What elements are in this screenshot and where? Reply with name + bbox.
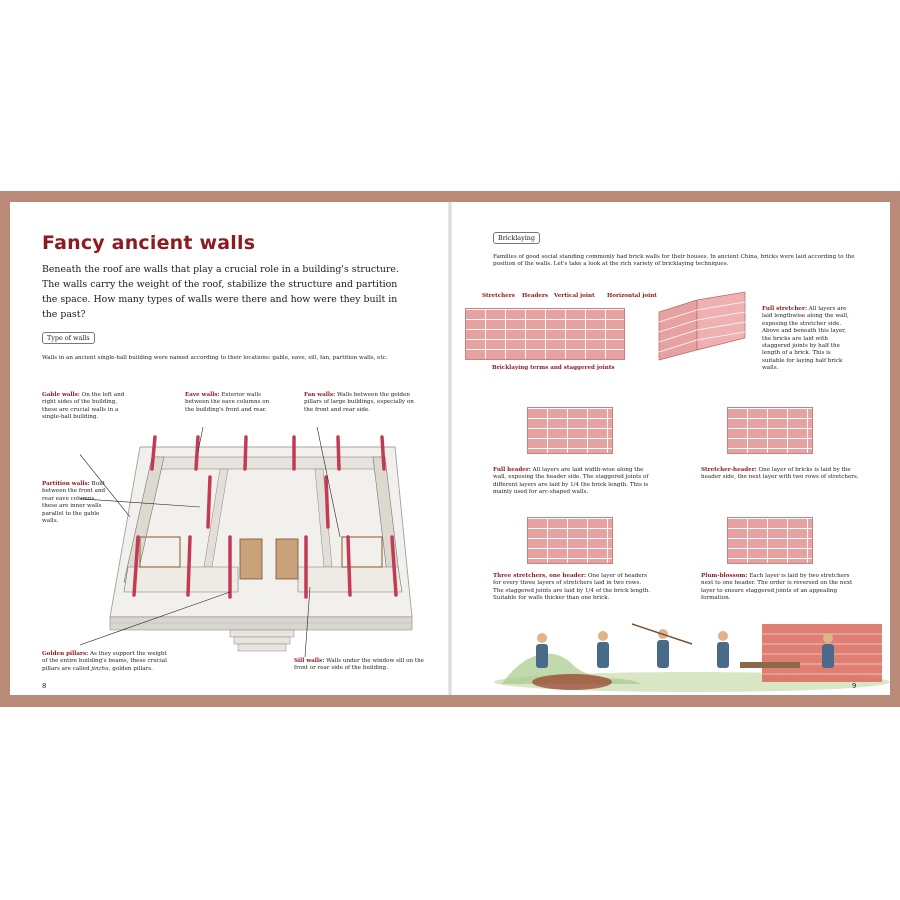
fan-label: Fan walls: [304,392,336,398]
page-number-right: 9 [852,682,857,690]
page-title: Fancy ancient walls [42,232,256,254]
label-horizontal-joint: Horizontal joint [607,293,657,299]
caption-bricklaying-terms: Bricklaying terms and staggered joints [492,365,615,371]
caption-fan-walls [304,392,414,414]
caption-eave-walls [185,392,275,414]
golden-tail: , golden pillars. [108,665,153,672]
section-text: Walls in an ancient single-hall building were named according to their locations: gable, eave, sill, fan, partition walls, etc. [42,355,388,361]
intro-paragraph: Beneath the roof are walls that play a crucial role in a building's structure. The walls carry the weight of the roof, stabilize the structure and partition the space. How many types of walls were there and how were they built in the past? [42,264,399,320]
section-tag-type-of-walls: Type of walls [42,332,95,344]
full-header-text: All layers are laid width-wise along the wall, exposing the header side. The staggered joints of different layers are laid by 1/4 the brick length. This is mainly used for arc-shaped walls. [493,467,649,496]
book-spread [0,191,900,707]
golden-italic: jinzhu [91,665,109,672]
gable-label: Gable walls: [42,392,80,398]
full-stretcher-text: All layers are laid lengthwise along the wall, exposing the stretcher side. Above and beneath this layer, the bricks are laid with staggered joints by half the length of a brick. This is suitable for laying half brick walls. [762,306,849,372]
caption-plum-blossom [701,573,861,603]
label-headers: Headers [522,293,549,299]
caption-three-stretchers [493,573,653,603]
full-header-label: Full header: [493,467,531,473]
partition-text: Built between the front and rear eave columns, these are inner walls parallel to the gable walls. [42,481,106,525]
label-vertical-joint: Vertical joint [554,293,595,299]
plum-blossom-text: Each layer is laid by two stretchers next to one header. The order is reversed on the next layer to ensure staggered joints of an appealing formation. [701,573,853,602]
sill-label: Sill walls: [294,658,325,664]
three-stretchers-text: One layer of headers for every three layers of stretchers laid in two rows. The staggered joints are laid by 1/4 of the brick length. Suitable for walls thicker than one brick. [493,573,651,602]
plum-blossom-wall [727,517,813,564]
caption-full-header [493,467,653,497]
page-number-left: 8 [42,682,47,690]
stretcher-header-wall [727,407,813,454]
partition-label: Partition walls: [42,481,90,487]
gable-text: On the left and right sides of the building, these are crucial walls in a single-hall building. [42,392,125,421]
single-hall-building-illustration [80,427,420,657]
three-stretchers-wall [527,517,613,564]
sill-text: Walls under the window sill on the front or rear side of the building. [294,658,424,672]
caption-sill-walls [294,658,424,673]
caption-gable-walls [42,392,132,422]
brick-terms-diagram [465,308,625,360]
three-stretchers-label: Three stretchers, one header: [493,573,587,579]
plum-blossom-label: Plum-blossom: [701,573,748,579]
label-stretchers: Stretchers [482,293,515,299]
full-stretcher-label: Full stretcher: [762,306,808,312]
stretcher-header-label: Stretcher-header: [701,467,757,473]
stretcher-header-text: One layer of bricks is laid by the header side, the next layer with two rows of stretchers. [701,467,859,481]
caption-stretcher-header [701,467,861,482]
right-page [452,202,890,695]
section-tag-bricklaying: Bricklaying [493,232,540,244]
left-page [10,202,448,695]
golden-text: As they support the weight of the entire building's beams, these crucial pillars are called [42,651,167,672]
eave-label: Eave walls: [185,392,220,398]
golden-label: Golden pillars: [42,651,89,657]
eave-text: Exterior walls between the eave columns on the building's front and rear. [185,392,270,413]
corner-wall-illustration [657,290,749,362]
fan-text: Walls between the golden pillars of large buildings, especially on the front and rear side. [304,392,414,413]
bricklaying-intro: Families of good social standing commonly had brick walls for their houses. In ancient China, bricks were laid according to the position of the walls. Let's take a look at the rich variety of bricklaying techniques. [493,254,855,268]
bricklayers-scene-illustration [492,614,890,694]
caption-full-stretcher [762,306,855,373]
full-header-wall [527,407,613,454]
